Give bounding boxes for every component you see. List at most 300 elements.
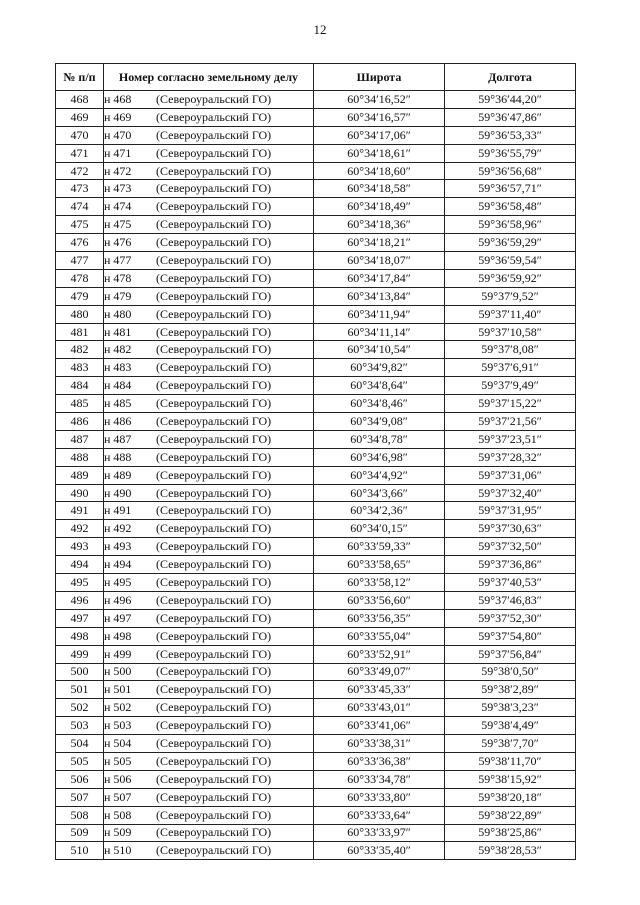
table-row (56, 430, 576, 448)
table-header-row (56, 64, 576, 91)
land-record-code: н 506 (104, 771, 132, 786)
land-record-cell (104, 663, 314, 681)
land-record-district: (Североуральский ГО) (156, 127, 272, 142)
table-row (56, 323, 576, 341)
longitude-cell: 59°38′2,89″ (445, 681, 576, 699)
land-record-code: н 486 (104, 413, 132, 428)
land-record-cell (104, 448, 314, 466)
land-record-cell (104, 216, 314, 234)
longitude-cell: 59°37′8,08″ (445, 341, 576, 359)
land-record-district: (Североуральский ГО) (156, 718, 272, 733)
table-row (56, 144, 576, 162)
land-record-district: (Североуральский ГО) (156, 574, 272, 589)
land-record-code: н 474 (104, 199, 132, 214)
land-record-code: н 493 (104, 539, 132, 554)
land-record-district: (Североуральский ГО) (156, 324, 272, 339)
land-record-district: (Североуральский ГО) (156, 736, 272, 750)
land-record-cell (104, 645, 314, 663)
land-record-district: (Североуральский ГО) (156, 413, 272, 428)
land-record-cell (104, 341, 314, 359)
table-row (56, 609, 576, 627)
land-record-code: н 470 (104, 127, 132, 142)
table-row (56, 162, 576, 180)
row-number-cell: 502 (56, 699, 104, 717)
land-record-district: (Североуральский ГО) (156, 825, 272, 840)
table-row (56, 663, 576, 681)
land-record-cell (104, 502, 314, 520)
row-number-cell: 470 (56, 126, 104, 144)
longitude-cell: 59°37′9,49″ (445, 377, 576, 395)
row-number-cell: 472 (56, 162, 104, 180)
latitude-cell: 60°33′33,80″ (314, 788, 445, 806)
latitude-cell: 60°33′33,64″ (314, 806, 445, 824)
latitude-cell: 60°33′41,06″ (314, 717, 445, 735)
latitude-cell: 60°34′16,57″ (314, 108, 445, 126)
land-record-code: н 505 (104, 753, 132, 768)
latitude-cell: 60°34′11,14″ (314, 323, 445, 341)
row-number-cell: 484 (56, 377, 104, 395)
row-number-cell: 476 (56, 234, 104, 252)
table-row (56, 824, 576, 842)
header-longitude: Долгота (445, 64, 576, 91)
land-record-cell (104, 466, 314, 484)
row-number-cell: 498 (56, 627, 104, 645)
latitude-cell: 60°34′18,61″ (314, 144, 445, 162)
land-record-district: (Североуральский ГО) (156, 485, 272, 500)
table-row (56, 484, 576, 502)
land-record-cell (104, 842, 314, 860)
table-row (56, 305, 576, 323)
land-record-district: (Североуральский ГО) (156, 789, 272, 804)
land-record-cell (104, 323, 314, 341)
row-number-cell: 503 (56, 717, 104, 735)
land-record-code: н 485 (104, 396, 132, 411)
land-record-district: (Североуральский ГО) (156, 235, 272, 250)
row-number-cell: 509 (56, 824, 104, 842)
land-record-code: н 488 (104, 449, 132, 464)
row-number-cell: 505 (56, 752, 104, 770)
latitude-cell: 60°34′3,66″ (314, 484, 445, 502)
table-row (56, 681, 576, 699)
row-number-cell: 507 (56, 788, 104, 806)
land-record-code: н 501 (104, 682, 132, 697)
land-record-district: (Североуральский ГО) (156, 664, 272, 679)
latitude-cell: 60°33′59,33″ (314, 538, 445, 556)
row-number-cell: 495 (56, 574, 104, 592)
land-record-cell (104, 269, 314, 287)
latitude-cell: 60°33′55,04″ (314, 627, 445, 645)
land-record-code: н 496 (104, 592, 132, 607)
latitude-cell: 60°34′18,49″ (314, 198, 445, 216)
land-record-code: н 478 (104, 270, 132, 285)
latitude-cell: 60°34′8,46″ (314, 395, 445, 413)
table-row (56, 234, 576, 252)
land-record-code: н 487 (104, 431, 132, 446)
table-row (56, 770, 576, 788)
land-record-cell (104, 591, 314, 609)
latitude-cell: 60°34′0,15″ (314, 520, 445, 538)
row-number-cell: 500 (56, 663, 104, 681)
land-record-code: н 508 (104, 807, 132, 822)
longitude-cell: 59°36′57,71″ (445, 180, 576, 198)
latitude-cell: 60°34′18,36″ (314, 216, 445, 234)
land-record-code: н 484 (104, 378, 132, 393)
land-record-district: (Североуральский ГО) (156, 288, 272, 303)
row-number-cell: 506 (56, 770, 104, 788)
longitude-cell: 59°38′25,86″ (445, 824, 576, 842)
longitude-cell: 59°38′0,50″ (445, 663, 576, 681)
longitude-cell: 59°37′30,63″ (445, 520, 576, 538)
longitude-cell: 59°36′58,48″ (445, 198, 576, 216)
longitude-cell: 59°38′20,18″ (445, 788, 576, 806)
land-record-cell (104, 609, 314, 627)
table-row (56, 377, 576, 395)
latitude-cell: 60°33′56,35″ (314, 609, 445, 627)
land-record-cell (104, 556, 314, 574)
row-number-cell: 497 (56, 609, 104, 627)
longitude-cell: 59°37′32,40″ (445, 484, 576, 502)
land-record-district: (Североуральский ГО) (156, 610, 272, 625)
table-row (56, 645, 576, 663)
longitude-cell: 59°37′40,53″ (445, 574, 576, 592)
table-row (56, 413, 576, 431)
row-number-cell: 468 (56, 91, 104, 109)
land-record-cell (104, 198, 314, 216)
land-record-district: (Североуральский ГО) (156, 503, 272, 518)
land-record-code: н 500 (104, 664, 132, 679)
land-record-district: (Североуральский ГО) (156, 109, 272, 124)
table-row (56, 395, 576, 413)
land-record-district: (Североуральский ГО) (156, 252, 272, 267)
table-row (56, 699, 576, 717)
longitude-cell: 59°38′7,70″ (445, 735, 576, 753)
latitude-cell: 60°34′16,52″ (314, 91, 445, 109)
latitude-cell: 60°34′13,84″ (314, 287, 445, 305)
longitude-cell: 59°37′31,95″ (445, 502, 576, 520)
land-record-district: (Североуральский ГО) (156, 360, 272, 375)
row-number-cell: 510 (56, 842, 104, 860)
land-record-code: н 509 (104, 825, 132, 840)
longitude-cell: 59°37′15,22″ (445, 395, 576, 413)
land-record-code: н 494 (104, 557, 132, 572)
table-row (56, 269, 576, 287)
row-number-cell: 496 (56, 591, 104, 609)
land-record-code: н 472 (104, 163, 132, 178)
land-record-district: (Североуральский ГО) (156, 270, 272, 285)
row-number-cell: 481 (56, 323, 104, 341)
land-record-cell (104, 359, 314, 377)
land-record-code: н 482 (104, 342, 132, 357)
latitude-cell: 60°34′9,08″ (314, 413, 445, 431)
land-record-district: (Североуральский ГО) (156, 199, 272, 214)
land-record-cell (104, 287, 314, 305)
table-row (56, 788, 576, 806)
land-record-district: (Североуральский ГО) (156, 753, 272, 768)
longitude-cell: 59°37′36,86″ (445, 556, 576, 574)
land-record-cell (104, 162, 314, 180)
table-row (56, 252, 576, 270)
latitude-cell: 60°33′58,12″ (314, 574, 445, 592)
land-record-district: (Североуральский ГО) (156, 646, 272, 661)
longitude-cell: 59°38′28,53″ (445, 842, 576, 860)
land-record-code: н 507 (104, 789, 132, 804)
row-number-cell: 474 (56, 198, 104, 216)
longitude-cell: 59°36′55,79″ (445, 144, 576, 162)
row-number-cell: 494 (56, 556, 104, 574)
row-number-cell: 486 (56, 413, 104, 431)
latitude-cell: 60°34′4,92″ (314, 466, 445, 484)
land-record-district: (Североуральский ГО) (156, 521, 272, 536)
land-record-district: (Североуральский ГО) (156, 145, 272, 160)
table-row (56, 574, 576, 592)
land-record-code: н 479 (104, 288, 132, 303)
row-number-cell: 483 (56, 359, 104, 377)
row-number-cell: 490 (56, 484, 104, 502)
longitude-cell: 59°37′52,30″ (445, 609, 576, 627)
land-record-cell (104, 520, 314, 538)
land-record-district: (Североуральский ГО) (156, 91, 272, 106)
latitude-cell: 60°34′8,78″ (314, 430, 445, 448)
land-record-district: (Североуральский ГО) (156, 807, 272, 822)
land-record-cell (104, 788, 314, 806)
land-record-code: н 473 (104, 181, 132, 196)
land-record-code: н 510 (104, 843, 132, 858)
longitude-cell: 59°36′53,33″ (445, 126, 576, 144)
land-record-cell (104, 180, 314, 198)
land-record-district: (Североуральский ГО) (156, 306, 272, 321)
latitude-cell: 60°33′43,01″ (314, 699, 445, 717)
latitude-cell: 60°34′18,58″ (314, 180, 445, 198)
land-record-district: (Североуральский ГО) (156, 396, 272, 411)
latitude-cell: 60°33′36,38″ (314, 752, 445, 770)
row-number-cell: 479 (56, 287, 104, 305)
table-row (56, 287, 576, 305)
row-number-cell: 491 (56, 502, 104, 520)
row-number-cell: 469 (56, 108, 104, 126)
land-record-code: н 497 (104, 610, 132, 625)
longitude-cell: 59°38′11,70″ (445, 752, 576, 770)
row-number-cell: 492 (56, 520, 104, 538)
land-record-cell (104, 234, 314, 252)
land-record-cell (104, 430, 314, 448)
table-row (56, 91, 576, 109)
longitude-cell: 59°37′21,56″ (445, 413, 576, 431)
land-record-code: н 477 (104, 252, 132, 267)
table-row (56, 198, 576, 216)
longitude-cell: 59°38′15,92″ (445, 770, 576, 788)
land-record-cell (104, 735, 314, 753)
latitude-cell: 60°33′56,60″ (314, 591, 445, 609)
row-number-cell: 485 (56, 395, 104, 413)
land-record-district: (Североуральский ГО) (156, 449, 272, 464)
land-record-district: (Североуральский ГО) (156, 592, 272, 607)
land-record-district: (Североуральский ГО) (156, 342, 272, 357)
land-record-district: (Североуральский ГО) (156, 682, 272, 697)
land-record-code: н 492 (104, 521, 132, 536)
longitude-cell: 59°37′46,83″ (445, 591, 576, 609)
table-row (56, 538, 576, 556)
table-row (56, 216, 576, 234)
longitude-cell: 59°37′54,80″ (445, 627, 576, 645)
table-row (56, 842, 576, 860)
longitude-cell: 59°36′47,86″ (445, 108, 576, 126)
row-number-cell: 489 (56, 466, 104, 484)
longitude-cell: 59°36′59,92″ (445, 269, 576, 287)
land-record-district: (Североуральский ГО) (156, 217, 272, 232)
land-record-district: (Североуральский ГО) (156, 843, 272, 858)
land-record-cell (104, 752, 314, 770)
land-record-cell (104, 574, 314, 592)
latitude-cell: 60°34′10,54″ (314, 341, 445, 359)
header-number: № п/п (56, 64, 104, 91)
land-record-cell (104, 305, 314, 323)
longitude-cell: 59°36′58,96″ (445, 216, 576, 234)
land-record-district: (Североуральский ГО) (156, 163, 272, 178)
longitude-cell: 59°36′59,54″ (445, 252, 576, 270)
land-record-cell (104, 126, 314, 144)
land-record-code: н 491 (104, 503, 132, 518)
land-record-cell (104, 108, 314, 126)
latitude-cell: 60°33′45,33″ (314, 681, 445, 699)
table-row (56, 502, 576, 520)
latitude-cell: 60°33′52,91″ (314, 645, 445, 663)
row-number-cell: 473 (56, 180, 104, 198)
latitude-cell: 60°33′49,07″ (314, 663, 445, 681)
latitude-cell: 60°34′6,98″ (314, 448, 445, 466)
land-record-code: н 471 (104, 145, 132, 160)
latitude-cell: 60°33′58,65″ (314, 556, 445, 574)
land-record-code: н 490 (104, 485, 132, 500)
table-row (56, 591, 576, 609)
latitude-cell: 60°34′18,60″ (314, 162, 445, 180)
longitude-cell: 59°37′28,32″ (445, 448, 576, 466)
land-record-cell (104, 717, 314, 735)
latitude-cell: 60°34′2,36″ (314, 502, 445, 520)
page-number: 12 (313, 22, 327, 37)
land-record-code: н 502 (104, 700, 132, 715)
table-row (56, 556, 576, 574)
land-record-code: н 481 (104, 324, 132, 339)
longitude-cell: 59°37′6,91″ (445, 359, 576, 377)
latitude-cell: 60°34′8,64″ (314, 377, 445, 395)
latitude-cell: 60°34′17,06″ (314, 126, 445, 144)
latitude-cell: 60°34′11,94″ (314, 305, 445, 323)
row-number-cell: 482 (56, 341, 104, 359)
land-record-code: н 498 (104, 628, 132, 643)
latitude-cell: 60°33′35,40″ (314, 842, 445, 860)
coordinates-table (55, 63, 576, 860)
table-row (56, 448, 576, 466)
land-record-cell (104, 699, 314, 717)
longitude-cell: 59°37′9,52″ (445, 287, 576, 305)
land-record-code: н 495 (104, 574, 132, 589)
longitude-cell: 59°37′10,58″ (445, 323, 576, 341)
land-record-cell (104, 395, 314, 413)
longitude-cell: 59°36′56,68″ (445, 162, 576, 180)
land-record-district: (Североуральский ГО) (156, 181, 272, 196)
table-row (56, 717, 576, 735)
land-record-code: н 475 (104, 217, 132, 232)
table-row (56, 108, 576, 126)
table-row (56, 126, 576, 144)
row-number-cell: 487 (56, 430, 104, 448)
row-number-cell: 475 (56, 216, 104, 234)
land-record-code: н 504 (104, 736, 132, 750)
land-record-cell (104, 484, 314, 502)
table-row (56, 806, 576, 824)
land-record-code: н 480 (104, 306, 132, 321)
table-row (56, 627, 576, 645)
table-row (56, 359, 576, 377)
longitude-cell: 59°37′32,50″ (445, 538, 576, 556)
land-record-cell (104, 627, 314, 645)
table-row (56, 735, 576, 753)
land-record-cell (104, 806, 314, 824)
table-row (56, 341, 576, 359)
land-record-cell (104, 413, 314, 431)
longitude-cell: 59°38′4,49″ (445, 717, 576, 735)
land-record-district: (Североуральский ГО) (156, 628, 272, 643)
row-number-cell: 508 (56, 806, 104, 824)
land-record-cell (104, 770, 314, 788)
land-record-cell (104, 538, 314, 556)
land-record-district: (Североуральский ГО) (156, 467, 272, 482)
row-number-cell: 471 (56, 144, 104, 162)
land-record-code: н 499 (104, 646, 132, 661)
land-record-district: (Североуральский ГО) (156, 431, 272, 446)
row-number-cell: 478 (56, 269, 104, 287)
longitude-cell: 59°36′44,20″ (445, 91, 576, 109)
land-record-cell (104, 252, 314, 270)
latitude-cell: 60°34′17,84″ (314, 269, 445, 287)
land-record-district: (Североуральский ГО) (156, 771, 272, 786)
longitude-cell: 59°36′59,29″ (445, 234, 576, 252)
land-record-cell (104, 144, 314, 162)
table-row (56, 466, 576, 484)
longitude-cell: 59°38′22,89″ (445, 806, 576, 824)
land-record-code: н 483 (104, 360, 132, 375)
latitude-cell: 60°33′38,31″ (314, 735, 445, 753)
table-row (56, 520, 576, 538)
row-number-cell: 477 (56, 252, 104, 270)
longitude-cell: 59°37′23,51″ (445, 430, 576, 448)
longitude-cell: 59°37′11,40″ (445, 305, 576, 323)
row-number-cell: 501 (56, 681, 104, 699)
land-record-code: н 476 (104, 235, 132, 250)
row-number-cell: 480 (56, 305, 104, 323)
row-number-cell: 499 (56, 645, 104, 663)
latitude-cell: 60°33′34,78″ (314, 770, 445, 788)
row-number-cell: 504 (56, 735, 104, 753)
land-record-cell (104, 377, 314, 395)
land-record-code: н 468 (104, 91, 132, 106)
latitude-cell: 60°34′9,82″ (314, 359, 445, 377)
land-record-code: н 503 (104, 718, 132, 733)
land-record-cell (104, 681, 314, 699)
land-record-district: (Североуральский ГО) (156, 557, 272, 572)
table-row (56, 180, 576, 198)
latitude-cell: 60°34′18,21″ (314, 234, 445, 252)
latitude-cell: 60°33′33,97″ (314, 824, 445, 842)
header-latitude: Широта (314, 64, 445, 91)
land-record-district: (Североуральский ГО) (156, 378, 272, 393)
longitude-cell: 59°37′56,84″ (445, 645, 576, 663)
row-number-cell: 488 (56, 448, 104, 466)
land-record-cell (104, 91, 314, 109)
land-record-code: н 489 (104, 467, 132, 482)
longitude-cell: 59°37′31,06″ (445, 466, 576, 484)
land-record-code: н 469 (104, 109, 132, 124)
